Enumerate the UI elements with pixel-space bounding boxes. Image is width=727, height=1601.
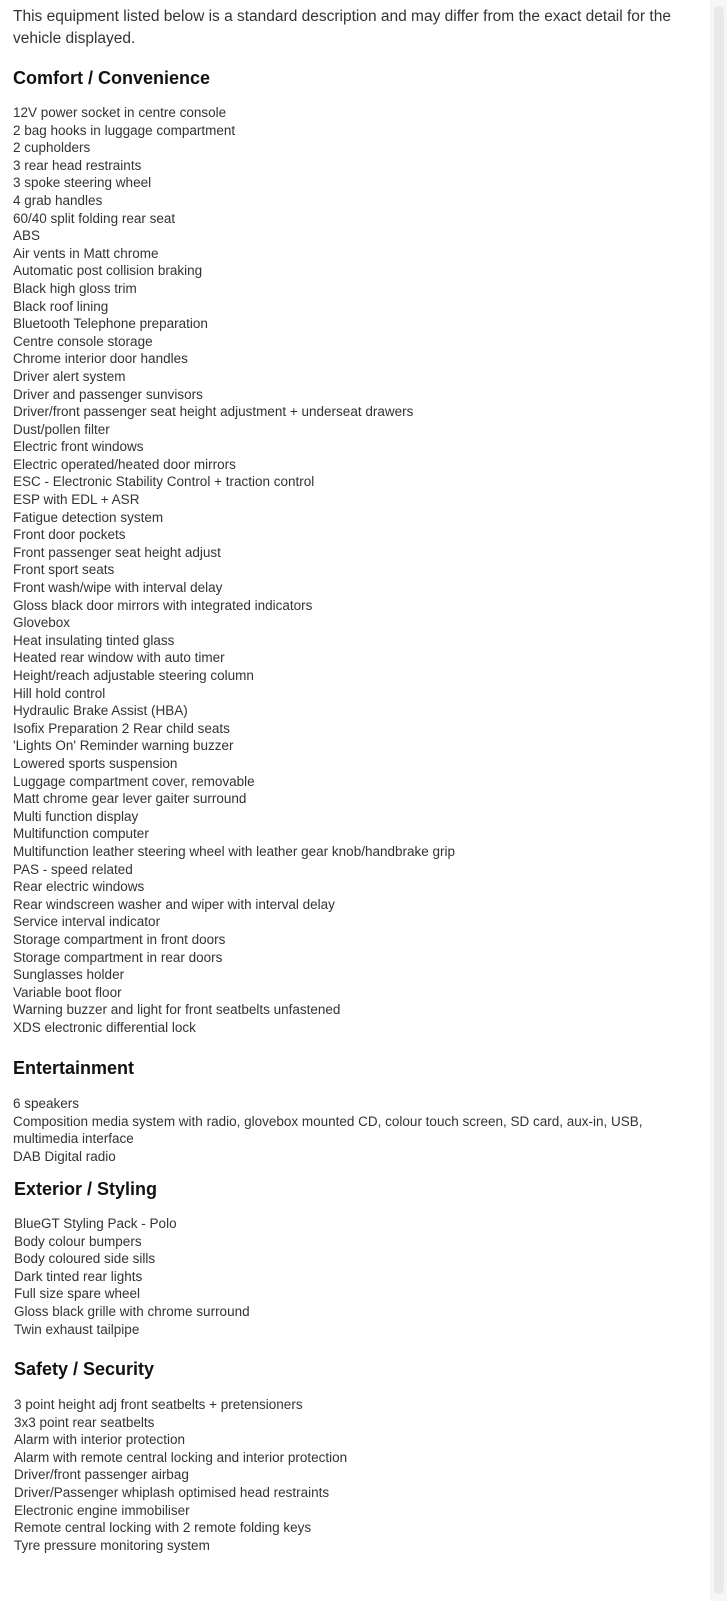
equipment-item: Centre console storage bbox=[13, 333, 153, 349]
equipment-item: Lowered sports suspension bbox=[13, 755, 178, 771]
equipment-item: Glovebox bbox=[13, 615, 71, 631]
equipment-item: 3 rear head restraints bbox=[13, 157, 142, 173]
equipment-item: Multifunction computer bbox=[13, 826, 149, 842]
equipment-list bbox=[13, 1095, 703, 1165]
section-heading: Entertainment bbox=[13, 1058, 135, 1078]
equipment-item: Rear windscreen washer and wiper with interval delay bbox=[13, 896, 335, 912]
equipment-item: Gloss black door mirrors with integrated indicators bbox=[13, 597, 313, 613]
equipment-item: 2 bag hooks in luggage compartment bbox=[13, 122, 236, 138]
equipment-item: Body colour bumpers bbox=[14, 1233, 142, 1249]
equipment-item: Black roof lining bbox=[13, 298, 109, 314]
equipment-item: Isofix Preparation 2 Rear child seats bbox=[13, 720, 230, 736]
equipment-item: Storage compartment in rear doors bbox=[13, 949, 223, 965]
equipment-item: Driver and passenger sunvisors bbox=[13, 386, 203, 402]
equipment-item: ESC - Electronic Stability Control + traction control bbox=[13, 474, 315, 490]
section-exterior-styling bbox=[14, 1177, 704, 1338]
equipment-item: Body coloured side sills bbox=[14, 1251, 156, 1267]
section-comfort-convenience bbox=[13, 66, 703, 1036]
equipment-item: Matt chrome gear lever gaiter surround bbox=[13, 791, 247, 807]
equipment-item: Sunglasses holder bbox=[13, 967, 125, 983]
equipment-item: Front wash/wipe with interval delay bbox=[13, 580, 223, 596]
section-heading: Safety / Security bbox=[14, 1359, 155, 1379]
equipment-item: Luggage compartment cover, removable bbox=[13, 773, 255, 789]
equipment-item: Warning buzzer and light for front seatbelts unfastened bbox=[13, 1002, 341, 1018]
equipment-item: Front passenger seat height adjust bbox=[13, 544, 221, 560]
section-entertainment bbox=[13, 1056, 703, 1165]
equipment-item: Bluetooth Telephone preparation bbox=[13, 316, 208, 332]
equipment-item: Dust/pollen filter bbox=[13, 421, 110, 437]
equipment-item: Rear electric windows bbox=[13, 879, 145, 895]
equipment-item: Dark tinted rear lights bbox=[14, 1268, 143, 1284]
scrollbar-thumb[interactable] bbox=[714, 6, 724, 1594]
equipment-item: Gloss black grille with chrome surround bbox=[14, 1303, 250, 1319]
equipment-item: Electric operated/heated door mirrors bbox=[13, 456, 236, 472]
equipment-item: Alarm with interior protection bbox=[14, 1432, 186, 1448]
equipment-item: Remote central locking with 2 remote folding keys bbox=[14, 1520, 312, 1536]
equipment-item: 4 grab handles bbox=[13, 192, 103, 208]
equipment-item: Fatigue detection system bbox=[13, 509, 164, 525]
equipment-item: Service interval indicator bbox=[13, 914, 161, 930]
equipment-item: 3x3 point rear seatbelts bbox=[14, 1414, 155, 1430]
equipment-item: DAB Digital radio bbox=[13, 1148, 116, 1164]
equipment-item: Heat insulating tinted glass bbox=[13, 632, 175, 648]
equipment-item: Automatic post collision braking bbox=[13, 263, 203, 279]
equipment-item: Black high gloss trim bbox=[13, 280, 137, 296]
equipment-item: Front sport seats bbox=[13, 562, 115, 578]
section-heading: Exterior / Styling bbox=[14, 1179, 158, 1199]
equipment-disclaimer: This equipment listed below is a standard description and may differ from the exact detail for the vehicle displayed. bbox=[13, 8, 671, 47]
equipment-item: ABS bbox=[13, 228, 41, 244]
equipment-item: Alarm with remote central locking and interior protection bbox=[14, 1449, 348, 1465]
equipment-item: Driver/front passenger airbag bbox=[14, 1467, 189, 1483]
equipment-item: Multifunction leather steering wheel with leather gear knob/handbrake grip bbox=[13, 843, 456, 859]
equipment-item: Composition media system with radio, glovebox mounted CD, colour touch screen, SD card, aux-in, USB, multimedia interface bbox=[13, 1113, 643, 1147]
equipment-item: 6 speakers bbox=[13, 1096, 80, 1111]
section-safety-security bbox=[14, 1357, 704, 1554]
equipment-item: Full size spare wheel bbox=[14, 1286, 141, 1302]
equipment-item: Electronic engine immobiliser bbox=[14, 1502, 190, 1518]
equipment-item: Twin exhaust tailpipe bbox=[14, 1321, 140, 1337]
equipment-item: Air vents in Matt chrome bbox=[13, 245, 159, 261]
equipment-item: 60/40 split folding rear seat bbox=[13, 210, 176, 226]
equipment-item: Driver/front passenger seat height adjustment + underseat drawers bbox=[13, 404, 414, 420]
equipment-list bbox=[14, 1396, 704, 1554]
equipment-item: Variable boot floor bbox=[13, 984, 122, 1000]
section-heading: Comfort / Convenience bbox=[13, 68, 211, 88]
equipment-item: Hydraulic Brake Assist (HBA) bbox=[13, 703, 188, 719]
equipment-item: XDS electronic differential lock bbox=[13, 1019, 196, 1035]
equipment-list bbox=[14, 1215, 704, 1338]
equipment-item: Tyre pressure monitoring system bbox=[14, 1537, 210, 1553]
equipment-item: 12V power socket in centre console bbox=[13, 105, 227, 120]
equipment-item: Storage compartment in front doors bbox=[13, 931, 226, 947]
equipment-item: Height/reach adjustable steering column bbox=[13, 668, 254, 683]
equipment-item: 3 point height adj front seatbelts + pretensioners bbox=[14, 1397, 303, 1412]
equipment-item: 'Lights On' Reminder warning buzzer bbox=[13, 738, 234, 754]
equipment-item: PAS - speed related bbox=[13, 861, 133, 877]
equipment-item: Driver/Passenger whiplash optimised head restraints bbox=[14, 1484, 330, 1500]
equipment-item: 3 spoke steering wheel bbox=[13, 175, 152, 191]
equipment-item: 2 cupholders bbox=[13, 140, 91, 156]
equipment-item: ESP with EDL + ASR bbox=[13, 492, 140, 508]
equipment-item: Multi function display bbox=[13, 808, 139, 824]
equipment-item: BlueGT Styling Pack - Polo bbox=[14, 1216, 177, 1231]
equipment-list bbox=[13, 104, 703, 1036]
equipment-item: Front door pockets bbox=[13, 527, 126, 543]
equipment-item: Chrome interior door handles bbox=[13, 351, 188, 367]
equipment-item: Heated rear window with auto timer bbox=[13, 650, 225, 666]
vertical-scrollbar[interactable] bbox=[710, 0, 727, 1601]
equipment-item: Electric front windows bbox=[13, 439, 144, 455]
equipment-item: Driver alert system bbox=[13, 368, 126, 384]
equipment-item: Hill hold control bbox=[13, 685, 106, 701]
